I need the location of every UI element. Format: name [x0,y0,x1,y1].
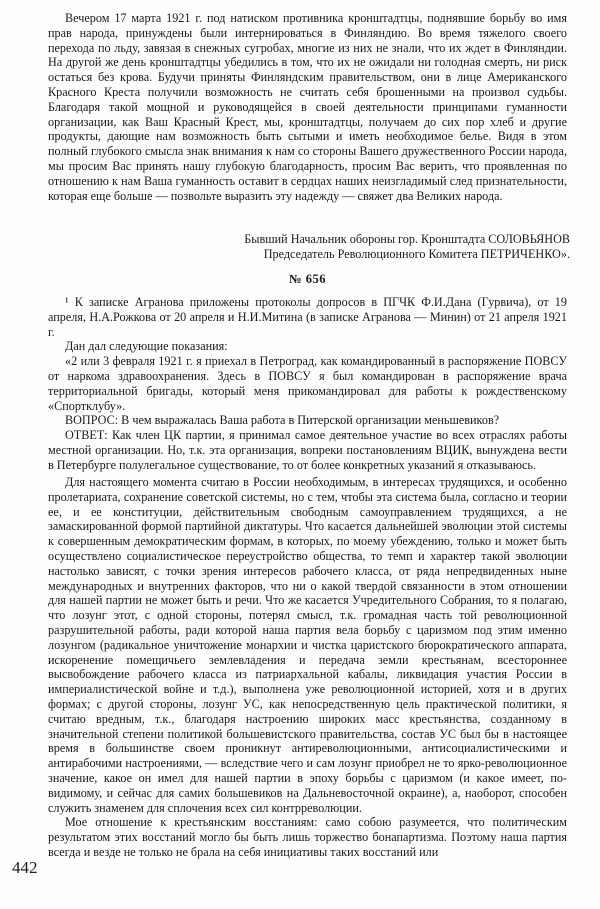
document-number-block [48,272,567,287]
document-number: № 656 [289,272,326,286]
body-block [48,475,567,860]
question-paragraph: ВОПРОС: В чем выражалась Ваша работа в Питерской организации меньшевиков? [65,413,500,428]
signature-block [48,232,570,262]
signature-line-2: Председатель Революционного Комитета ПЕТРИЧЕНКО». [263,246,570,261]
testimony-intro: Дан дал следующие показания: [65,339,228,354]
footnote-paragraph: ¹ К записке Агранова приложены протоколы допросов в ПГЧК Ф.И.Дана (Гурвича), от 19 апреля, Н.А.Рожкова от 20 апреля и Н.И.Митина (в записке Агранова — Минин) от 21 апреля 1921 г. [48,295,567,339]
page-number: 442 [12,858,38,877]
long-paragraph: Для настоящего момента считаю в России необходимым, в интересах трудящихся, и особенно пролетариата, сохранение советской системы, но с тем, чтобы эта система была, согласно и теории ее, и ее конституции, действительным свободным самоуправлением трудящихся, а не замаскированной формой партийной диктатуры. Что касается дальнейшей эволюции этой системы к совершенным демократическим формам, в которых, по моему убеждению, только и может быть осуществлено социалистическое переустройство общества, то темп и характер такой эволюции настолько зависят, с точки зрения интересов рабочего класса, от ряда непредвиденных ныне международных и внутренних факторов, что ни о какой твердой связанности в этом отношении для нашей партии не может быть и речи. Что же касается Учредительного Собрания, то я полагаю, что лозунг этот, с одной стороны, потерял смысл, т.к. громадная часть той революционной разрушительной работы, ради которой наша партия вела борьбу с царизмом под этим именно лозунгом (радикальное уничтожение монархии и чистка царистского бюрократического аппарата, искоренение помещичьего землевладения и передача земли крестьянам, всестороннее высвобождение рабочего класса из патриархальной кабалы, ликвидация участия России в империалистической войне и т.д.), выполнена уже революционной историей, хотя и в других формах; с другой стороны, лозунг УС, как непосредственную цель практической политики, я считаю вредным, т.к., благодаря настроению широких масс крестьянства, созданному в значительной степени политикой большевистского правительства, состав УС был бы в настоящее время в большинстве своем проникнут антиреволюционными, антисоциалистическими и антирабочими настроениями, — вследствие чего и сам лозунг приобрел не то ярко-революционное значение, какое он имел для нашей партии в эпоху борьбы с царизмом (и какое имеет, по-видимому, и сейчас для самих большевиков на Дальневосточной окраине), а, наоборот, способен служить знаменем для сплочения всех сил контрреволюции. [48,475,567,815]
letter-paragraph: Вечером 17 марта 1921 г. под натиском противника кронштадтцы, поднявшие борьбу во имя прав народа, принуждены были интернироваться в Финляндию. Во время тяжелого своего перехода по льду, завязая в снежных сугробах, многие из них не знали, что их ждет в Финляндии. На другой же день кронштадтцы убедились в том, что их не ожидали ни голодная смерть, ни риск остаться без крова. Будучи приняты Финляндским правительством, они в лице Американского Красного Креста получили возможность не считать себя брошенными на произвол судьбы. Благодаря такой мощной и руководящейся в своей деятельности принципами гуманности организации, как Ваш Красный Крест, мы, кронштадтцы, получаем до сих пор хлеб и другие продукты, дающие нам возможность быть сытыми и иметь необходимое белье. Видя в этом полный глубокого смысла знак внимания к нам со стороны Вашего дружественного России народа, мы просим Вас принять нашу глубокую благодарность, просим Вас верить, что проявленная по отношению к нам Ваша гуманность оставит в сердцах наших неизгладимый след признательности, которая еще больше — позвольте выразить эту надежду — свяжет два Великих народа. [48,11,567,203]
testimony-block [48,295,567,473]
signature-line-1: Бывший Начальник обороны гор. Кронштадта СОЛОВЬЯНОВ [244,232,570,246]
final-paragraph: Мое отношение к крестьянским восстаниям: само собою разумеется, что политическим результатом этих восстаний могло бы быть лишь торжество бонапартизма. Поэтому наша партия всегда и везде не только не брала на себя инициативы таких восстаний или [48,815,567,859]
testimony-paragraph: «2 или 3 февраля 1921 г. я приехал в Петроград, как командированный в распоряжение ПОВСУ от наркома здравоохранения. Здесь в ПОВСУ я был командирован в распоряжение врача территориальной бригады, который меня прикомандировал для работы к рождественскому «Спортклубу». [48,354,567,413]
answer-paragraph: ОТВЕТ: Как член ЦК партии, я принимал самое деятельное участие во всех отраслях работы местной организации. Но, т.к. эта организация, вопреки постановлениям ВЦИК, вынуждена вести в Петербурге полулегальное существование, то от более конкретных указаний я отказываюсь. [48,428,567,472]
letter-block [48,11,567,203]
